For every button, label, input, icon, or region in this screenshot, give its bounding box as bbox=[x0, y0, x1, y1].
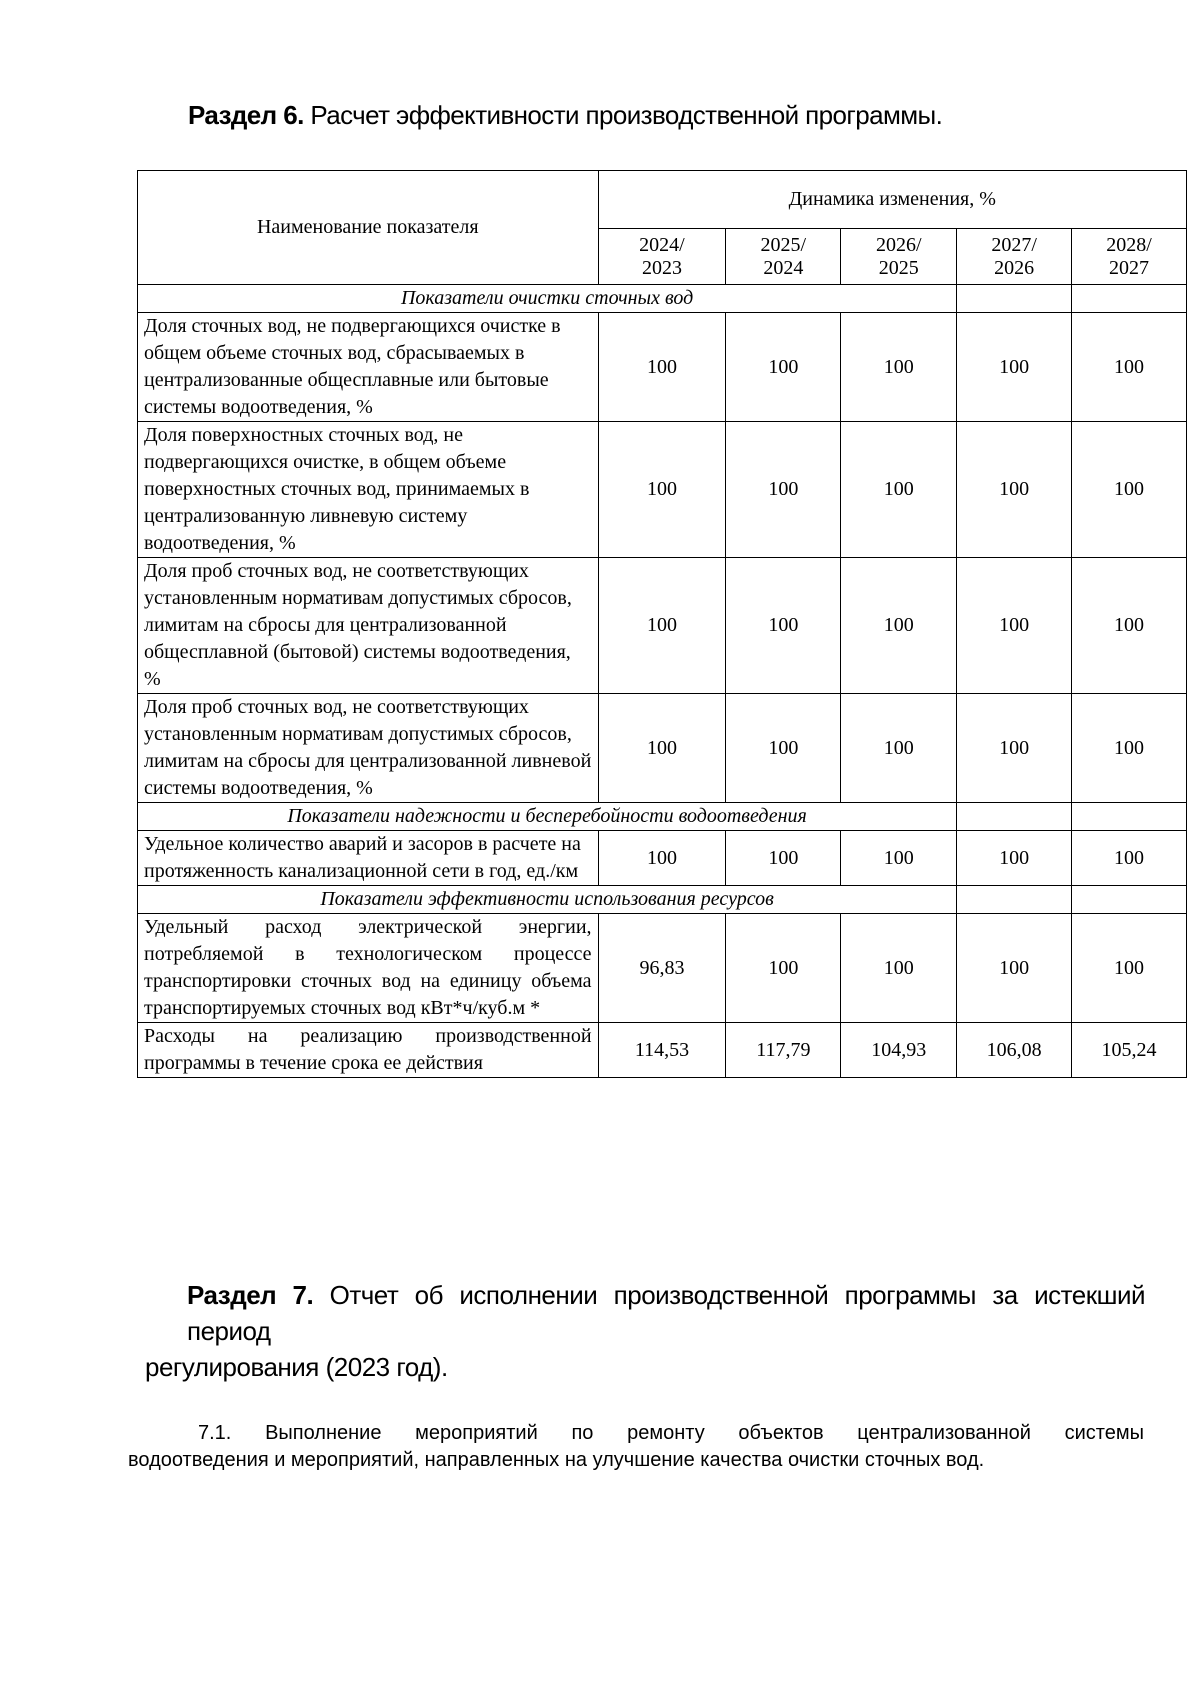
value-cell: 100 bbox=[957, 694, 1072, 803]
value-cell: 100 bbox=[957, 914, 1072, 1023]
table-row bbox=[138, 313, 1187, 422]
indicator-name: Удельное количество аварий и засоров в расчете на протяженность канализационной сети в год, ед./км bbox=[138, 831, 599, 886]
year-header: 2026/ 2025 bbox=[841, 229, 957, 285]
indicator-name: Доля проб сточных вод, не соответствующих установленным нормативам допустимых сбросов, лимитам на сбросы для централизованной общесплавной (бытовой) системы водоотведения, % bbox=[138, 558, 599, 694]
section-7-line1: Раздел 7. Отчет об исполнении производственной программы за истекший период bbox=[187, 1280, 1145, 1346]
year-header: 2024/ 2023 bbox=[598, 229, 726, 285]
year-header: 2027/ 2026 bbox=[957, 229, 1072, 285]
value-cell: 100 bbox=[598, 831, 726, 886]
table-row bbox=[138, 422, 1187, 558]
indicator-name: Удельный расход электрической энергии, потребляемой в технологическом процессе транспортировки сточных вод на единицу объема транспортируемых сточных вод кВт*ч/куб.м * bbox=[138, 914, 599, 1023]
value-cell: 100 bbox=[957, 422, 1072, 558]
section-row-label: Показатели очистки сточных вод bbox=[138, 285, 957, 313]
value-cell: 100 bbox=[598, 422, 726, 558]
value-cell: 114,53 bbox=[598, 1023, 726, 1078]
value-cell: 100 bbox=[957, 831, 1072, 886]
value-cell: 106,08 bbox=[957, 1023, 1072, 1078]
section-row bbox=[138, 285, 1187, 313]
col-name-header: Наименование показателя bbox=[138, 171, 599, 285]
table-row bbox=[138, 831, 1187, 886]
table-row bbox=[138, 558, 1187, 694]
value-cell: 100 bbox=[1072, 914, 1187, 1023]
value-cell: 100 bbox=[726, 313, 841, 422]
section-6-label: Раздел 6. bbox=[188, 100, 304, 130]
section-row bbox=[138, 803, 1187, 831]
section-row bbox=[138, 886, 1187, 914]
paragraph-7-1-line2: водоотведения и мероприятий, направленных на улучшение качества очистки сточных вод. bbox=[128, 1449, 985, 1471]
value-cell: 100 bbox=[841, 914, 957, 1023]
value-cell: 100 bbox=[726, 558, 841, 694]
section-7-line2: регулирования (2023 год). bbox=[145, 1352, 448, 1382]
indicator-name: Доля проб сточных вод, не соответствующих установленным нормативам допустимых сбросов, лимитам на сбросы для централизованной ливневой системы водоотведения, % bbox=[138, 694, 599, 803]
value-cell: 100 bbox=[841, 694, 957, 803]
section-7-label: Раздел 7. bbox=[187, 1280, 314, 1310]
value-cell: 100 bbox=[726, 694, 841, 803]
section-6-text: Расчет эффективности производственной программы. bbox=[310, 100, 943, 130]
efficiency-table bbox=[137, 170, 1187, 1078]
value-cell: 100 bbox=[1072, 422, 1187, 558]
value-cell: 100 bbox=[841, 831, 957, 886]
paragraph-7-1 bbox=[128, 1420, 1144, 1474]
year-header: 2025/ 2024 bbox=[726, 229, 841, 285]
table-row bbox=[138, 1023, 1187, 1078]
section-row-label: Показатели эффективности использования ресурсов bbox=[138, 886, 957, 914]
value-cell: 100 bbox=[726, 831, 841, 886]
value-cell: 100 bbox=[841, 558, 957, 694]
indicator-name: Доля сточных вод, не подвергающихся очистке в общем объеме сточных вод, сбрасываемых в централизованные общесплавные или бытовые системы водоотведения, % bbox=[138, 313, 599, 422]
indicator-name: Расходы на реализацию производственной программы в течение срока ее действия bbox=[138, 1023, 599, 1078]
section-7-title bbox=[145, 1277, 1145, 1385]
table-row bbox=[138, 914, 1187, 1023]
table-row bbox=[138, 694, 1187, 803]
value-cell: 100 bbox=[1072, 694, 1187, 803]
value-cell: 100 bbox=[598, 694, 726, 803]
value-cell: 104,93 bbox=[841, 1023, 957, 1078]
value-cell: 100 bbox=[841, 422, 957, 558]
value-cell: 117,79 bbox=[726, 1023, 841, 1078]
paragraph-7-1-line1: 7.1. Выполнение мероприятий по ремонту объектов централизованной системы bbox=[198, 1422, 1144, 1444]
value-cell: 96,83 bbox=[598, 914, 726, 1023]
value-cell: 100 bbox=[1072, 313, 1187, 422]
indicator-name: Доля поверхностных сточных вод, не подвергающихся очистке, в общем объеме поверхностных сточных вод, принимаемых в централизованную ливневую систему водоотведения, % bbox=[138, 422, 599, 558]
value-cell: 100 bbox=[726, 422, 841, 558]
value-cell: 100 bbox=[1072, 558, 1187, 694]
section-6-title bbox=[188, 100, 942, 131]
dynamics-header: Динамика изменения, % bbox=[598, 171, 1186, 229]
value-cell: 100 bbox=[1072, 831, 1187, 886]
value-cell: 100 bbox=[598, 558, 726, 694]
section-row-label: Показатели надежности и бесперебойности водоотведения bbox=[138, 803, 957, 831]
value-cell: 100 bbox=[726, 914, 841, 1023]
value-cell: 100 bbox=[957, 558, 1072, 694]
value-cell: 100 bbox=[598, 313, 726, 422]
value-cell: 105,24 bbox=[1072, 1023, 1187, 1078]
year-header: 2028/ 2027 bbox=[1072, 229, 1187, 285]
value-cell: 100 bbox=[957, 313, 1072, 422]
value-cell: 100 bbox=[841, 313, 957, 422]
